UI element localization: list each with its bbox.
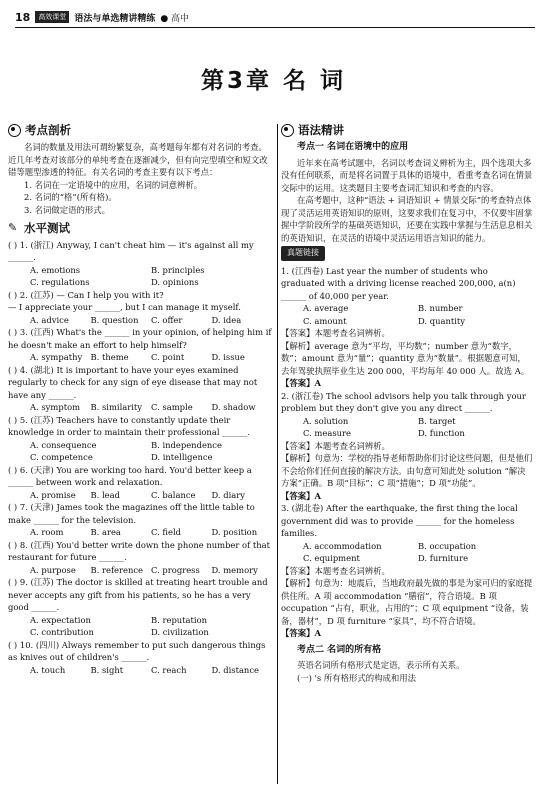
answer-option: A. expectation [30,614,91,625]
column-divider [277,124,278,784]
question-item [8,576,272,639]
answer-option: D. shadow [211,402,256,412]
level-label: ● 高中 [160,13,190,24]
question-stem: ( ) 2. (江苏) — Can I help you with it? [8,289,164,300]
question-stem: ( ) 4. (湖北) It is important to have your eyes examined regularly to check for any sign of eye disease that may not have any ______. [8,364,258,400]
question-item [8,239,272,289]
exam-link-badge: 真题链接 [281,246,325,261]
answer-option: C. measure [303,428,351,438]
question-list [8,239,272,677]
question-item [8,464,272,502]
point-item: 3. 名词做定语的形式。 [24,204,111,215]
question-item [8,501,272,539]
kp2-title: 考点二 名词的所有格 [297,644,382,655]
section-analysis [8,124,272,137]
page-number: 18 [15,10,31,24]
example-stem: 1. (江西卷) Last year the number of students who graduated with a driving license reached 200,000, a(n) ______ of 40,000 per year. [281,265,516,301]
target-icon [281,124,294,137]
question-item [8,364,272,414]
answer-option: C. regulations [30,277,90,287]
question-item [8,414,272,464]
answer-option: D. intelligence [151,452,213,462]
answer-option: B. principles [151,264,205,275]
answer-option: B. number [418,303,463,313]
answer-option: D. civilization [151,627,209,637]
answer-option: D. position [211,527,258,537]
option-group [8,564,272,577]
question-stem: ( ) 5. (江苏) Teachers have to constantly update their knowledge in order to maintain their professional ______. [8,414,250,437]
option-group [281,415,533,440]
option-group [8,264,272,289]
option-group [8,351,272,364]
point-list [8,179,272,217]
question-item [8,326,272,364]
answer-option: B. target [418,415,456,426]
page-header [15,8,535,26]
target-icon [8,124,21,137]
section-analysis-title: 考点剖析 [25,123,71,138]
answer-option: C. balance [151,489,196,500]
question-stem: ( ) 7. (天津) James took the magazines off the little table to make ______ for the television. [8,502,255,525]
question-stem: ( ) 9. (江苏) The doctor is skilled at treating heart trouble and never accepts any gift from his patients, so he has a very good ______. [8,577,268,612]
answer-option: A. solution [303,415,349,426]
answer-option: C. field [151,527,182,537]
answer-option: D. diary [211,489,246,500]
answer-option: C. sample [151,402,193,412]
answer-key: 【答案】A [281,628,321,638]
explanation-note: 【答案】本题考查名词辨析。 [281,328,390,338]
section-test [8,222,272,235]
kp1-title: 考点一 名词在语境中的应用 [297,142,409,152]
option-group [8,439,272,464]
option-group [8,401,272,414]
answer-option: D. furniture [418,553,469,563]
pencil-icon: ✎ [8,221,18,235]
question-stem: ( ) 1. (浙江) Anyway, I can't cheat him — it's against all my ______. [8,239,254,262]
answer-option: D. quantity [418,315,466,326]
answer-option: B. lead [90,489,120,500]
section-grammar [281,124,533,137]
answer-option: B. reference [90,564,143,575]
option-group [8,489,272,502]
answer-option: C. point [151,352,185,362]
option-group [281,540,533,565]
series-badge: 高效课堂 [35,11,69,23]
answer-option: A. symptom [30,402,81,412]
answer-option: B. theme [90,352,129,362]
question-stem: — I appreciate your ______, but I can manage it myself. [8,302,241,312]
answer-option: C. amount [303,315,347,326]
question-stem: ( ) 8. (江西) You'd better write down the phone number of that restaurant for future ______. [8,539,270,562]
point-item: 1. 名词在一定语境中的应用，名词的词意辨析。 [24,179,203,190]
analysis-paragraph: 名词的数量及用法可谓纷繁复杂，高考题每年都有对名词的考查。近几年考查对该部分的单纯考查在逐渐减少，但有向完型填空和短文改错等题型渗透的特征。有关名词的考查主要有以下考点： [8,142,268,177]
option-group [8,526,272,539]
answer-option: B. occupation [418,540,477,551]
answer-option: A. sympathy [30,352,83,362]
explanation-note: 【解析】average 意为“平均，平均数”；number 意为“数字，数”；amount 意为“量”；quantity 意为“数量”。根据题意可知，去年驾驶执照毕业生达 200 000，平均每年 40 000 人。故选 A。 [281,340,530,376]
section-test-title: 水平测试 [24,221,70,235]
answer-option: D. function [418,428,465,438]
explanation-note: 【解析】句意为：学校的指导老师帮助你们讨论这些问题，但是他们不会给你们任何直接的解决方法。由句意可知此处 solution “解决方案”正确。B 项“目标”；C 项“措施”；D 项“功能”。 [281,453,533,488]
question-stem: ( ) 3. (江西) What's the ______ in your opinion, of helping him if he doesn't make an effort to help himself? [8,327,272,350]
answer-option: B. independence [151,439,222,450]
example-stem: 2. (浙江卷) The school advisors help you talk through your problem but they don't give you any direct ______. [281,390,526,413]
answer-option: B. area [90,527,121,537]
kp2-paragraph: 英语名词所有格形式是定语，表示所有关系。 [297,660,465,670]
example-list [281,265,533,640]
answer-option: A. emotions [30,264,81,275]
question-item [8,539,272,577]
answer-option: B. question [90,314,139,325]
answer-option: D. distance [211,664,259,675]
answer-option: A. accommodation [303,540,382,551]
header-rule [15,27,535,28]
section-grammar-title: 语法精讲 [298,123,344,138]
left-column [8,122,272,676]
option-group [281,302,533,327]
answer-option: D. issue [211,352,245,362]
answer-option: D. memory [211,564,258,575]
answer-option: A. consequence [30,439,97,450]
question-item [8,289,272,327]
answer-option: C. competence [30,452,93,462]
question-stem: ( ) 10. (四川) Always remember to put such dangerous things as knives out of children's ______. [8,639,266,662]
chapter-title: 第3章 名 词 [200,68,347,94]
answer-option: A. touch [30,664,66,675]
option-group [8,664,272,677]
answer-option: A. room [30,527,64,537]
kp1-paragraph: 在高考题中，这种“语法 + 词语知识 + 情景交际”的考查特点体现了灵活运用英语知识的原则，这要求我们在复习中，不仅要牢固掌握中学阶段所学的基础英语知识，还要在实践中掌握与生活息息相关的英语知识，在灵活的语境中灵活运用语言知识的能力。 [281,195,533,243]
explanation-note: 【答案】本题考查名词辨析。 [281,440,390,451]
answer-option: A. purpose [30,564,76,575]
example-item [281,265,533,390]
answer-option: C. reach [151,664,187,675]
answer-option: C. progress [151,564,200,575]
answer-option: D. idea [211,314,242,325]
explanation-note: 【解析】句意为：地震后，当地政府最先做的事是为家可归的家庭提供住所。A 项 accommodation “膳宿”，符合语境。B 项 occupation “占有，职业，占用的”；C 项 equipment “设备，装备，器材”，D 项 furniture “家具”，均不符合语境。 [281,578,533,626]
answer-option: C. equipment [303,553,360,563]
kp2-subheading: (一) 's 所有格形式的构成和用法 [297,672,416,683]
answer-option: B. sight [90,664,124,675]
example-item [281,390,533,503]
explanation-note: 【答案】本题考查名词辨析。 [281,565,390,576]
book-title: 语法与单选精讲精练 [74,13,156,24]
answer-option: D. opinions [151,277,199,287]
answer-option: B. similarity [90,402,143,412]
answer-option: A. average [303,303,349,313]
answer-option: A. advice [30,314,69,325]
kp1-paragraph: 近年来在高考试题中，名词以考查词义辨析为主，四个选项大多没有任何联系，而是将名词置于具体的语境中，看重考查名词在情景交际中的运用。这类题目主要考查词汇知识和考查的内容。 [281,157,533,193]
answer-key: 【答案】A [281,490,321,501]
question-stem: ( ) 6. (天津) You are working too hard. You'd better keep a ______ between work and relaxation. [8,464,252,487]
question-item [8,639,272,677]
answer-option: A. promise [30,489,76,500]
option-group [8,314,272,327]
right-column [281,122,533,684]
option-group [8,614,272,639]
example-stem: 3. (湖北卷) After the earthquake, the first thing the local government did was to provide ______ for the homeless families. [281,503,518,538]
answer-option: C. contribution [30,627,94,637]
answer-option: B. reputation [151,614,208,625]
point-item: 2. 名词的“格”(所有格)。 [24,192,117,202]
answer-key: 【答案】A [281,378,321,388]
answer-option: C. offer [151,314,183,325]
example-item [281,502,533,640]
